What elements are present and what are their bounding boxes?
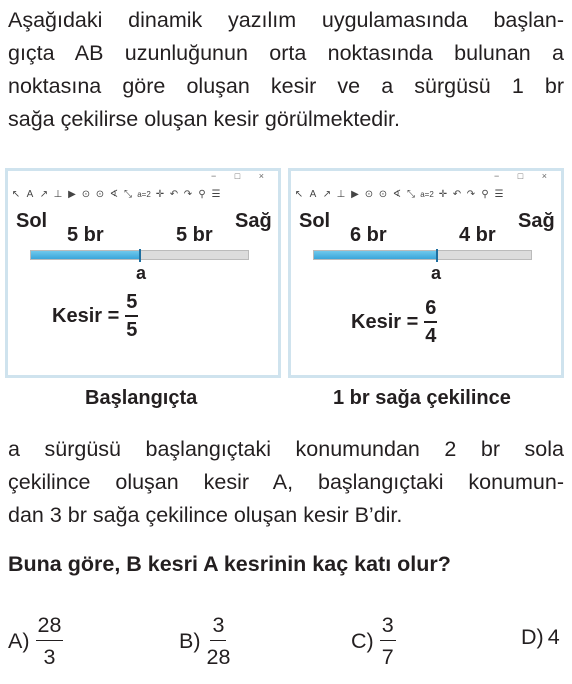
slider-fill [31,251,140,259]
line-tool-icon[interactable]: ↗ [322,188,332,200]
kesir-label: Kesir = [351,310,419,333]
kesir-label: Kesir = [52,304,120,327]
point-a-label: a [431,263,442,283]
intro-line: Aşağıdaki dinamik yazılım uygulamasında başlan- [8,8,564,32]
slider-tool-icon[interactable]: a=2 [137,189,151,199]
left-length: 6 br [350,224,387,246]
menu-icon[interactable]: ☰ [494,188,504,200]
move-tool-icon[interactable]: ↖ [11,188,21,200]
window-controls[interactable]: − □ × [211,171,272,181]
caption-shifted: 1 br sağa çekilince [333,387,511,409]
undo-icon[interactable]: ↶ [452,188,462,200]
perpendicular-tool-icon[interactable]: ⊥ [336,188,346,200]
move-tool-icon[interactable]: ↖ [294,188,304,200]
kesir-display [351,295,437,349]
menu-icon[interactable]: ☰ [211,188,221,200]
option-numerator: 3 [380,610,396,641]
search-icon[interactable]: ⚲ [198,188,206,200]
intro-paragraph [8,4,564,136]
left-length: 5 br [67,224,104,246]
fraction-numerator: 5 [125,289,138,317]
sol-label: Sol [299,210,331,232]
slider-handle[interactable] [139,249,141,262]
app-canvas [291,171,561,375]
slider-track[interactable] [30,250,249,260]
option-letter: D) [521,625,544,649]
point-tool-icon[interactable]: A [309,188,317,200]
slider-track[interactable] [313,250,532,260]
sag-label: Sağ [235,210,272,232]
polygon-tool-icon[interactable]: ▶ [68,188,76,200]
option-a[interactable] [8,610,63,673]
caption-start: Başlangıçta [85,387,198,409]
kesir-display [52,289,138,343]
point-tool-icon[interactable]: A [26,188,34,200]
circle-tool-icon[interactable]: ⊙ [81,188,91,200]
line-tool-icon[interactable]: ↗ [39,188,49,200]
fraction-denominator: 4 [425,325,437,347]
body-line: dan 3 br sağa çekilince oluşan kesir B’dir. [8,503,403,527]
angle-tool-icon[interactable]: ∢ [392,188,402,200]
kesir-fraction [424,295,437,349]
option-fraction [207,610,231,673]
right-length: 4 br [459,224,496,246]
reflect-tool-icon[interactable]: ⤡ [407,188,415,200]
redo-icon[interactable]: ↷ [183,188,193,200]
move-view-icon[interactable]: ✛ [155,188,165,200]
perpendicular-tool-icon[interactable]: ⊥ [53,188,63,200]
circle-tool-icon[interactable]: ⊙ [364,188,374,200]
toolbar [10,184,276,204]
option-value: 4 [547,625,560,649]
circle2-tool-icon[interactable]: ⊙ [95,188,105,200]
fraction-denominator: 5 [126,319,138,341]
app-canvas [8,171,278,375]
polygon-tool-icon[interactable]: ▶ [351,188,359,200]
undo-icon[interactable]: ↶ [169,188,179,200]
body-line: çekilince oluşan kesir A, başlangıçtaki konumun- [8,470,564,494]
app-window-start [5,168,281,378]
option-denominator: 7 [381,645,394,669]
angle-tool-icon[interactable]: ∢ [109,188,119,200]
kesir-fraction [125,289,138,343]
body-paragraph [8,433,564,532]
option-fraction [36,610,64,673]
option-b[interactable] [179,610,230,673]
option-d[interactable] [521,625,560,650]
fraction-numerator: 6 [424,295,437,323]
slider-fill [314,251,437,259]
intro-line: gıçta AB uzunluğunun orta noktasında bulunan a [8,41,564,65]
point-a-label: a [136,263,147,283]
body-line: a sürgüsü başlangıçtaki konumundan 2 br sola [8,437,564,461]
app-window-shifted [288,168,564,378]
intro-line: sağa çekilirse oluşan kesir görülmektedir. [8,107,400,131]
circle2-tool-icon[interactable]: ⊙ [378,188,388,200]
intro-line: noktasına göre oluşan kesir ve a sürgüsü 1 br [8,74,564,98]
slider-handle[interactable] [436,249,438,262]
slider-tool-icon[interactable]: a=2 [420,189,434,199]
option-c[interactable] [351,610,396,673]
sag-label: Sağ [518,210,555,232]
sol-label: Sol [16,210,48,232]
toolbar [293,184,559,204]
search-icon[interactable]: ⚲ [481,188,489,200]
window-controls[interactable]: − □ × [494,171,555,181]
option-numerator: 28 [36,610,64,641]
option-numerator: 3 [210,610,226,641]
option-denominator: 3 [43,645,56,669]
redo-icon[interactable]: ↷ [466,188,476,200]
option-letter: C) [351,629,374,653]
right-length: 5 br [176,224,213,246]
option-letter: A) [8,629,30,653]
question-text: Buna göre, B kesri A kesrinin kaç katı olur? [8,552,451,576]
option-fraction [380,610,396,673]
move-view-icon[interactable]: ✛ [438,188,448,200]
option-denominator: 28 [206,645,231,669]
reflect-tool-icon[interactable]: ⤡ [124,188,132,200]
option-letter: B) [179,629,201,653]
